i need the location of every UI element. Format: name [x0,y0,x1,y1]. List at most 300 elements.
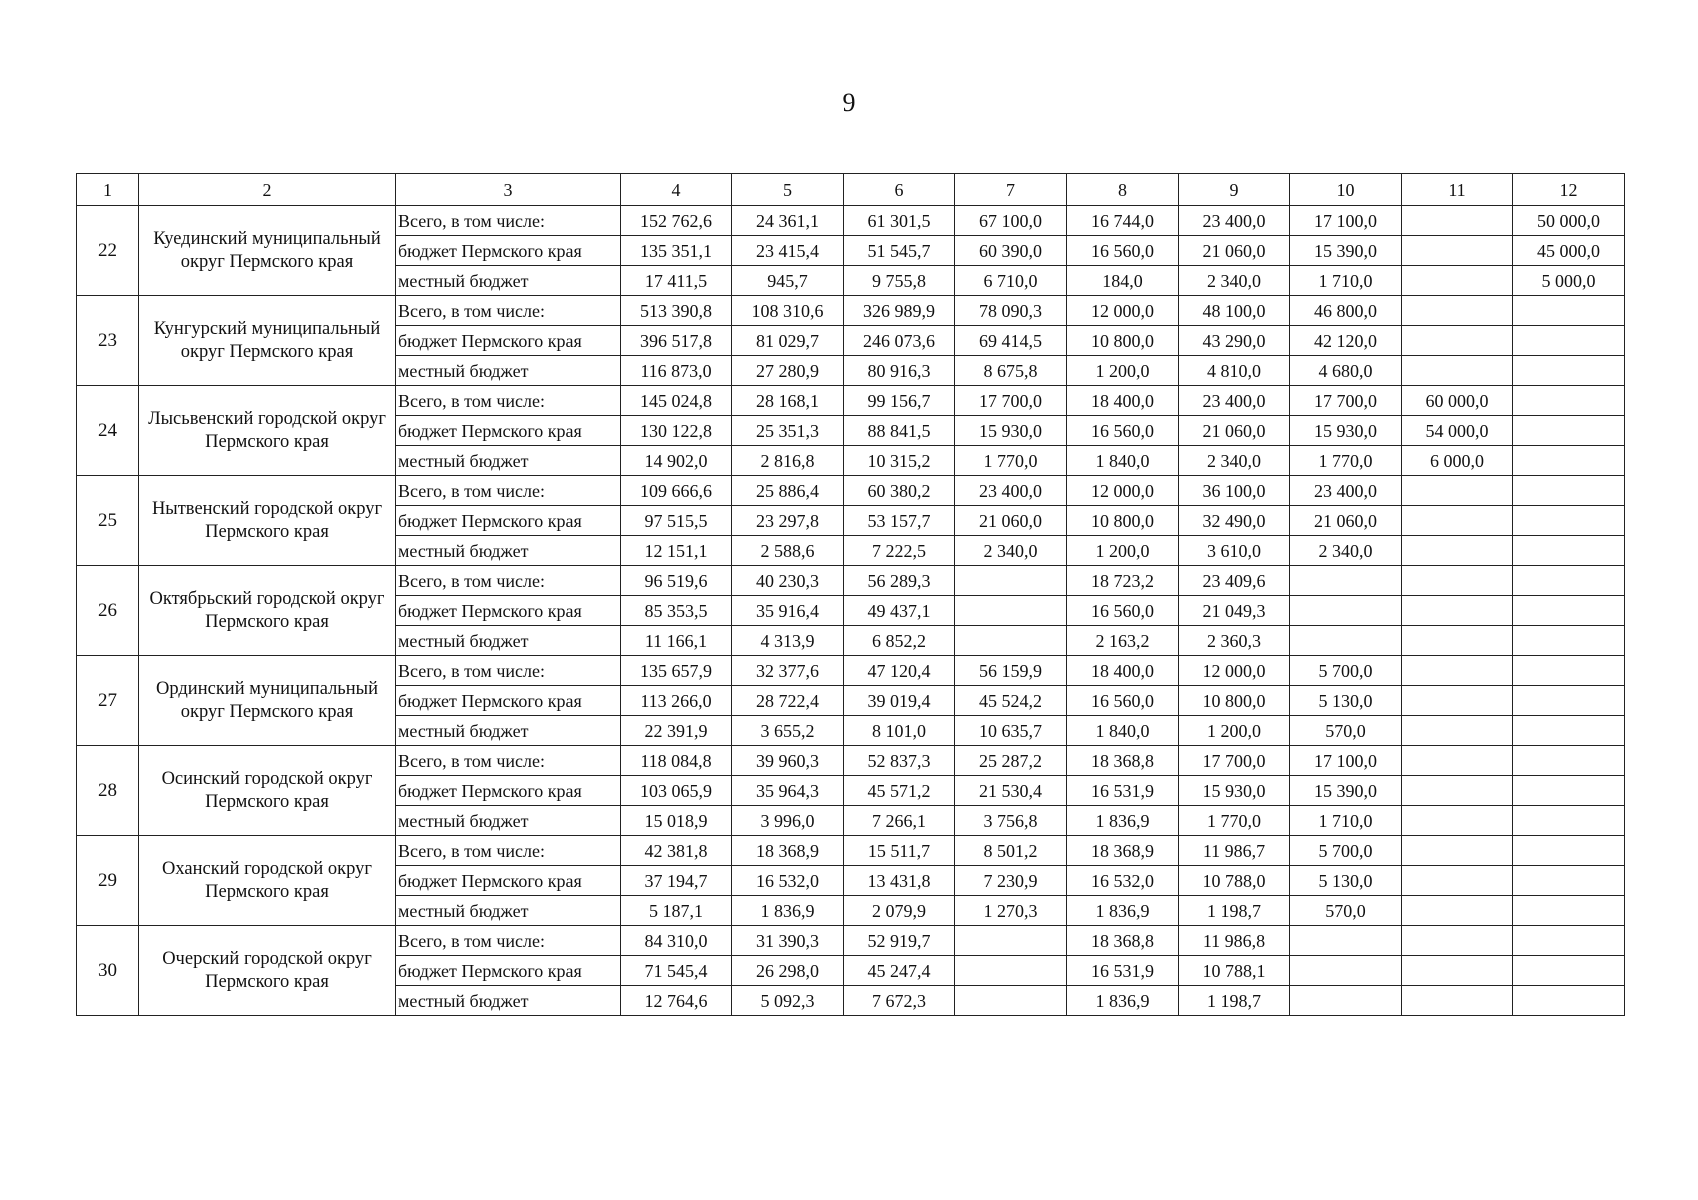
value-cell: 4 810,0 [1179,356,1290,386]
budget-type: бюджет Пермского края [396,866,621,896]
row-number: 27 [77,656,139,746]
value-cell [1402,656,1513,686]
value-cell: 5 187,1 [621,896,732,926]
value-cell [1513,626,1625,656]
budget-type: местный бюджет [396,986,621,1016]
column-header: 11 [1402,174,1513,206]
value-cell: 60 390,0 [955,236,1067,266]
budget-type: Всего, в том числе: [396,746,621,776]
budget-type: местный бюджет [396,806,621,836]
value-cell: 25 351,3 [732,416,844,446]
value-cell: 21 049,3 [1179,596,1290,626]
value-cell: 21 060,0 [1179,236,1290,266]
value-cell [1513,806,1625,836]
value-cell [1402,956,1513,986]
value-cell [1290,566,1402,596]
value-cell: 3 756,8 [955,806,1067,836]
value-cell: 184,0 [1067,266,1179,296]
value-cell: 16 532,0 [732,866,844,896]
row-number: 22 [77,206,139,296]
value-cell: 1 840,0 [1067,716,1179,746]
value-cell: 3 610,0 [1179,536,1290,566]
value-cell [1402,206,1513,236]
table-row [77,296,1625,326]
value-cell [1513,836,1625,866]
value-cell: 81 029,7 [732,326,844,356]
value-cell: 1 770,0 [955,446,1067,476]
value-cell: 35 916,4 [732,596,844,626]
value-cell: 1 836,9 [1067,806,1179,836]
value-cell: 2 340,0 [1179,446,1290,476]
column-header: 5 [732,174,844,206]
value-cell [1402,296,1513,326]
value-cell: 10 315,2 [844,446,955,476]
value-cell: 1 710,0 [1290,266,1402,296]
value-cell: 1 770,0 [1179,806,1290,836]
value-cell: 18 368,9 [732,836,844,866]
column-header: 12 [1513,174,1625,206]
municipality-name: Лысьвенский городской округ Пермского края [139,386,396,476]
value-cell: 18 368,9 [1067,836,1179,866]
value-cell [1402,716,1513,746]
budget-type: бюджет Пермского края [396,416,621,446]
value-cell: 152 762,6 [621,206,732,236]
value-cell: 3 996,0 [732,806,844,836]
row-number: 24 [77,386,139,476]
value-cell: 31 390,3 [732,926,844,956]
budget-type: Всего, в том числе: [396,836,621,866]
budget-type: местный бюджет [396,266,621,296]
value-cell: 7 672,3 [844,986,955,1016]
value-cell: 23 415,4 [732,236,844,266]
value-cell: 135 351,1 [621,236,732,266]
value-cell [1402,626,1513,656]
value-cell: 17 700,0 [955,386,1067,416]
value-cell: 145 024,8 [621,386,732,416]
value-cell: 10 800,0 [1179,686,1290,716]
value-cell: 1 270,3 [955,896,1067,926]
value-cell: 10 800,0 [1067,326,1179,356]
value-cell: 12 151,1 [621,536,732,566]
value-cell: 15 930,0 [1290,416,1402,446]
value-cell [1402,806,1513,836]
value-cell [1513,746,1625,776]
value-cell [955,956,1067,986]
value-cell [1402,356,1513,386]
value-cell [1513,596,1625,626]
value-cell: 37 194,7 [621,866,732,896]
value-cell: 53 157,7 [844,506,955,536]
budget-type: Всего, в том числе: [396,296,621,326]
value-cell: 4 680,0 [1290,356,1402,386]
value-cell: 46 800,0 [1290,296,1402,326]
value-cell: 52 919,7 [844,926,955,956]
value-cell: 47 120,4 [844,656,955,686]
value-cell: 97 515,5 [621,506,732,536]
value-cell: 16 560,0 [1067,686,1179,716]
value-cell: 1 770,0 [1290,446,1402,476]
value-cell: 32 490,0 [1179,506,1290,536]
value-cell [1402,896,1513,926]
value-cell: 56 289,3 [844,566,955,596]
value-cell [955,596,1067,626]
value-cell: 61 301,5 [844,206,955,236]
value-cell: 1 836,9 [1067,896,1179,926]
value-cell: 84 310,0 [621,926,732,956]
value-cell: 2 079,9 [844,896,955,926]
value-cell [1402,686,1513,716]
value-cell: 7 230,9 [955,866,1067,896]
value-cell [1290,986,1402,1016]
value-cell: 109 666,6 [621,476,732,506]
budget-type: бюджет Пермского края [396,686,621,716]
value-cell: 6 852,2 [844,626,955,656]
value-cell: 36 100,0 [1179,476,1290,506]
column-header: 8 [1067,174,1179,206]
value-cell: 11 986,7 [1179,836,1290,866]
value-cell [1290,956,1402,986]
value-cell [1513,296,1625,326]
value-cell: 24 361,1 [732,206,844,236]
value-cell: 1 840,0 [1067,446,1179,476]
value-cell: 2 340,0 [1179,266,1290,296]
value-cell: 23 409,6 [1179,566,1290,596]
value-cell: 8 675,8 [955,356,1067,386]
budget-table [76,173,1625,1016]
value-cell: 10 800,0 [1067,506,1179,536]
value-cell [955,926,1067,956]
municipality-name: Осинский городской округ Пермского края [139,746,396,836]
budget-type: местный бюджет [396,536,621,566]
value-cell: 16 744,0 [1067,206,1179,236]
value-cell: 1 200,0 [1067,536,1179,566]
value-cell: 135 657,9 [621,656,732,686]
value-cell: 51 545,7 [844,236,955,266]
value-cell [1513,476,1625,506]
value-cell: 8 501,2 [955,836,1067,866]
value-cell: 11 986,8 [1179,926,1290,956]
value-cell: 16 560,0 [1067,416,1179,446]
value-cell: 130 122,8 [621,416,732,446]
value-cell: 12 764,6 [621,986,732,1016]
value-cell [1513,686,1625,716]
column-header: 2 [139,174,396,206]
value-cell: 5 000,0 [1513,266,1625,296]
value-cell: 14 902,0 [621,446,732,476]
value-cell: 88 841,5 [844,416,955,446]
value-cell: 17 700,0 [1290,386,1402,416]
value-cell: 15 390,0 [1290,236,1402,266]
value-cell: 1 198,7 [1179,896,1290,926]
value-cell: 513 390,8 [621,296,732,326]
table-row [77,926,1625,956]
value-cell: 1 200,0 [1179,716,1290,746]
budget-type: Всего, в том числе: [396,476,621,506]
value-cell: 15 390,0 [1290,776,1402,806]
value-cell [1513,356,1625,386]
value-cell: 22 391,9 [621,716,732,746]
column-header: 6 [844,174,955,206]
value-cell: 25 886,4 [732,476,844,506]
value-cell: 108 310,6 [732,296,844,326]
value-cell: 10 635,7 [955,716,1067,746]
value-cell: 2 588,6 [732,536,844,566]
value-cell [1402,536,1513,566]
column-header: 3 [396,174,621,206]
value-cell [1513,566,1625,596]
value-cell: 39 019,4 [844,686,955,716]
value-cell [1290,596,1402,626]
value-cell: 246 073,6 [844,326,955,356]
value-cell [1513,896,1625,926]
value-cell: 16 532,0 [1067,866,1179,896]
value-cell: 17 411,5 [621,266,732,296]
value-cell [1513,416,1625,446]
value-cell: 18 368,8 [1067,746,1179,776]
table-row [77,386,1625,416]
value-cell: 28 722,4 [732,686,844,716]
value-cell: 2 340,0 [955,536,1067,566]
municipality-name: Нытвенский городской округ Пермского края [139,476,396,566]
value-cell: 18 723,2 [1067,566,1179,596]
value-cell: 67 100,0 [955,206,1067,236]
value-cell: 5 700,0 [1290,656,1402,686]
table-row [77,656,1625,686]
value-cell: 60 380,2 [844,476,955,506]
value-cell: 45 571,2 [844,776,955,806]
municipality-name: Очерский городской округ Пермского края [139,926,396,1016]
budget-type: бюджет Пермского края [396,326,621,356]
value-cell: 7 222,5 [844,536,955,566]
value-cell: 23 400,0 [1290,476,1402,506]
table-row [77,746,1625,776]
municipality-name: Оханский городской округ Пермского края [139,836,396,926]
table-row [77,836,1625,866]
municipality-name: Кунгурский муниципальный округ Пермского края [139,296,396,386]
value-cell: 27 280,9 [732,356,844,386]
value-cell: 25 287,2 [955,746,1067,776]
value-cell: 50 000,0 [1513,206,1625,236]
table-row [77,476,1625,506]
budget-type: местный бюджет [396,356,621,386]
value-cell [1402,746,1513,776]
value-cell: 2 340,0 [1290,536,1402,566]
value-cell: 6 000,0 [1402,446,1513,476]
value-cell [1402,776,1513,806]
value-cell: 2 163,2 [1067,626,1179,656]
value-cell: 5 092,3 [732,986,844,1016]
value-cell: 85 353,5 [621,596,732,626]
value-cell: 10 788,0 [1179,866,1290,896]
value-cell: 35 964,3 [732,776,844,806]
value-cell [955,626,1067,656]
value-cell: 16 531,9 [1067,776,1179,806]
value-cell: 7 266,1 [844,806,955,836]
value-cell: 15 930,0 [1179,776,1290,806]
column-header: 1 [77,174,139,206]
budget-type: Всего, в том числе: [396,926,621,956]
value-cell: 23 297,8 [732,506,844,536]
value-cell: 18 400,0 [1067,386,1179,416]
value-cell: 45 000,0 [1513,236,1625,266]
municipality-name: Октябрьский городской округ Пермского края [139,566,396,656]
value-cell: 16 560,0 [1067,236,1179,266]
value-cell: 113 266,0 [621,686,732,716]
value-cell: 45 247,4 [844,956,955,986]
value-cell [1513,776,1625,806]
value-cell: 5 130,0 [1290,686,1402,716]
value-cell [1402,596,1513,626]
value-cell: 16 531,9 [1067,956,1179,986]
value-cell: 945,7 [732,266,844,296]
value-cell: 326 989,9 [844,296,955,326]
budget-type: местный бюджет [396,446,621,476]
value-cell: 103 065,9 [621,776,732,806]
value-cell: 96 519,6 [621,566,732,596]
value-cell [1513,866,1625,896]
value-cell: 69 414,5 [955,326,1067,356]
column-header-row [77,174,1625,206]
value-cell: 42 120,0 [1290,326,1402,356]
value-cell: 5 700,0 [1290,836,1402,866]
value-cell [1402,926,1513,956]
table-row [77,566,1625,596]
value-cell [1290,926,1402,956]
budget-type: Всего, в том числе: [396,656,621,686]
value-cell: 12 000,0 [1179,656,1290,686]
budget-type: Всего, в том числе: [396,206,621,236]
value-cell: 1 198,7 [1179,986,1290,1016]
value-cell: 23 400,0 [1179,206,1290,236]
value-cell [1402,866,1513,896]
municipality-name: Ординский муниципальный округ Пермского края [139,656,396,746]
value-cell [1513,956,1625,986]
value-cell: 60 000,0 [1402,386,1513,416]
value-cell: 42 381,8 [621,836,732,866]
value-cell [1513,506,1625,536]
value-cell [1402,566,1513,596]
value-cell [955,986,1067,1016]
value-cell: 26 298,0 [732,956,844,986]
value-cell: 17 700,0 [1179,746,1290,776]
value-cell: 1 200,0 [1067,356,1179,386]
column-header: 9 [1179,174,1290,206]
value-cell: 80 916,3 [844,356,955,386]
value-cell: 10 788,1 [1179,956,1290,986]
value-cell: 17 100,0 [1290,746,1402,776]
value-cell [1402,836,1513,866]
value-cell: 21 060,0 [1290,506,1402,536]
value-cell [1402,266,1513,296]
value-cell: 71 545,4 [621,956,732,986]
value-cell: 15 930,0 [955,416,1067,446]
value-cell: 21 530,4 [955,776,1067,806]
value-cell [1513,446,1625,476]
value-cell: 17 100,0 [1290,206,1402,236]
value-cell [1402,506,1513,536]
budget-type: местный бюджет [396,716,621,746]
value-cell [1513,326,1625,356]
value-cell [1402,326,1513,356]
value-cell: 396 517,8 [621,326,732,356]
table-row [77,206,1625,236]
row-number: 30 [77,926,139,1016]
value-cell: 23 400,0 [1179,386,1290,416]
value-cell [1290,626,1402,656]
row-number: 29 [77,836,139,926]
value-cell [1513,536,1625,566]
value-cell [1513,926,1625,956]
value-cell: 1 710,0 [1290,806,1402,836]
value-cell: 18 400,0 [1067,656,1179,686]
budget-type: бюджет Пермского края [396,236,621,266]
value-cell: 118 084,8 [621,746,732,776]
value-cell [1513,716,1625,746]
value-cell: 40 230,3 [732,566,844,596]
value-cell: 5 130,0 [1290,866,1402,896]
budget-type: Всего, в том числе: [396,566,621,596]
value-cell: 15 018,9 [621,806,732,836]
value-cell: 39 960,3 [732,746,844,776]
value-cell: 52 837,3 [844,746,955,776]
value-cell [1513,656,1625,686]
value-cell [1402,986,1513,1016]
budget-type: бюджет Пермского края [396,956,621,986]
value-cell: 15 511,7 [844,836,955,866]
value-cell: 2 360,3 [1179,626,1290,656]
value-cell: 570,0 [1290,716,1402,746]
budget-type: бюджет Пермского края [396,506,621,536]
value-cell: 2 816,8 [732,446,844,476]
value-cell: 23 400,0 [955,476,1067,506]
value-cell: 4 313,9 [732,626,844,656]
value-cell: 45 524,2 [955,686,1067,716]
value-cell: 570,0 [1290,896,1402,926]
value-cell [1402,476,1513,506]
row-number: 25 [77,476,139,566]
value-cell: 1 836,9 [1067,986,1179,1016]
value-cell: 1 836,9 [732,896,844,926]
row-number: 23 [77,296,139,386]
page-number: 9 [842,88,856,117]
value-cell: 54 000,0 [1402,416,1513,446]
municipality-name: Куединский муниципальный округ Пермского края [139,206,396,296]
value-cell: 8 101,0 [844,716,955,746]
value-cell: 49 437,1 [844,596,955,626]
value-cell: 12 000,0 [1067,476,1179,506]
value-cell: 12 000,0 [1067,296,1179,326]
budget-type: бюджет Пермского края [396,776,621,806]
value-cell [1402,236,1513,266]
value-cell: 32 377,6 [732,656,844,686]
value-cell: 13 431,8 [844,866,955,896]
budget-type: местный бюджет [396,626,621,656]
value-cell: 78 090,3 [955,296,1067,326]
value-cell: 3 655,2 [732,716,844,746]
value-cell [1513,986,1625,1016]
value-cell [1513,386,1625,416]
value-cell: 16 560,0 [1067,596,1179,626]
value-cell: 43 290,0 [1179,326,1290,356]
value-cell: 11 166,1 [621,626,732,656]
table-body [77,206,1625,1016]
column-header: 7 [955,174,1067,206]
value-cell [955,566,1067,596]
value-cell: 56 159,9 [955,656,1067,686]
value-cell: 99 156,7 [844,386,955,416]
value-cell: 21 060,0 [955,506,1067,536]
column-header: 10 [1290,174,1402,206]
